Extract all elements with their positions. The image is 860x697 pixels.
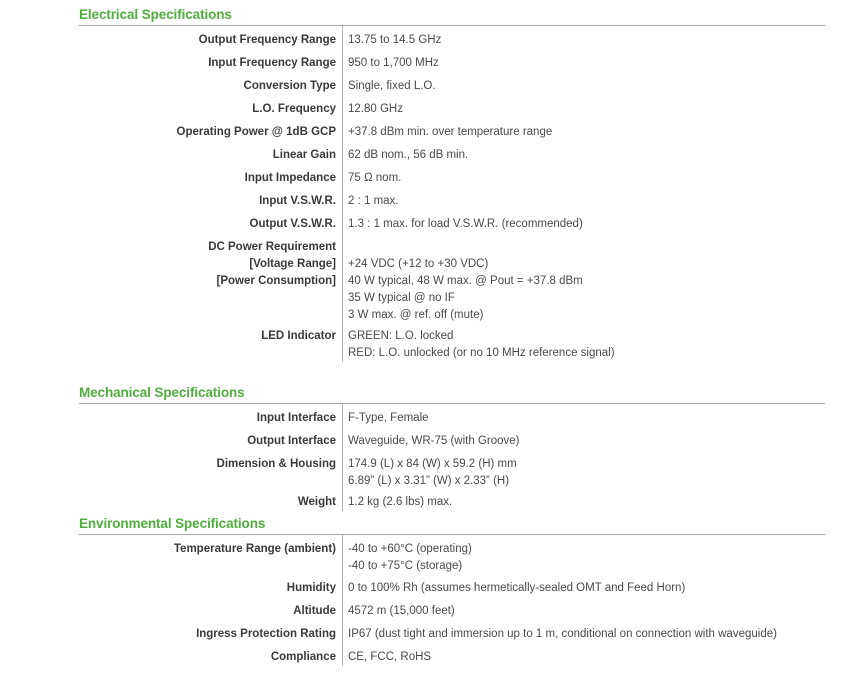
- spec-label-line: Weight: [297, 496, 336, 508]
- spec-label: [79, 55, 342, 72]
- spec-value: [342, 494, 825, 511]
- spec-value-line: IP67 (dust tight and immersion up to 1 m, conditional on connection with waveguide): [348, 628, 777, 640]
- spec-value-line: +24 VDC (+12 to +30 VDC): [348, 258, 489, 270]
- spec-value: [342, 626, 825, 643]
- electrical-title: Electrical Specifications: [79, 7, 825, 26]
- spec-label-line: Input V.S.W.R.: [259, 195, 336, 207]
- spec-label-line: LED Indicator: [261, 330, 336, 342]
- spec-value-line: 75 Ω nom.: [348, 172, 402, 184]
- spec-value-line: 1.3 : 1 max. for load V.S.W.R. (recommended): [348, 218, 583, 230]
- spec-value-line: 6.89” (L) x 3.31” (W) x 2.33” (H): [348, 475, 510, 487]
- spec-row: [79, 541, 825, 575]
- spec-row: [79, 597, 825, 620]
- spec-row: [79, 95, 825, 118]
- spec-label: [79, 456, 342, 490]
- spec-row: [79, 450, 825, 490]
- spec-label-line: [Voltage Range]: [249, 258, 336, 270]
- spec-label-line: Input Interface: [256, 412, 336, 424]
- spec-label: [79, 124, 342, 141]
- spec-value-line: 12.80 GHz: [348, 103, 403, 115]
- spec-value-line: Single, fixed L.O.: [348, 80, 436, 92]
- spec-label-line: [Power Consumption]: [216, 275, 336, 287]
- spec-label-line: [79, 558, 336, 575]
- spec-value-line: 1.2 kg (2.6 lbs) max.: [348, 496, 453, 508]
- spec-value: [342, 55, 825, 72]
- spec-value-line: 174.9 (L) x 84 (W) x 59.2 (H) mm: [348, 458, 517, 470]
- spec-value: [342, 541, 825, 575]
- spec-value: [342, 433, 825, 450]
- spec-value-line: Waveguide, WR-75 (with Groove): [348, 435, 520, 447]
- spec-value: [342, 193, 825, 210]
- spec-label: [79, 328, 342, 362]
- spec-label-line: L.O. Frequency: [252, 103, 336, 115]
- spec-value: [342, 456, 825, 490]
- spec-value: [342, 216, 825, 233]
- spec-row: [79, 118, 825, 141]
- spec-label: [79, 626, 342, 643]
- spec-label: [79, 193, 342, 210]
- spec-label: [79, 216, 342, 233]
- spec-value-line: 35 W typical @ no IF: [348, 292, 455, 304]
- spec-label: [79, 580, 342, 597]
- spec-value-line: 0 to 100% Rh (assumes hermetically-sealed OMT and Feed Horn): [348, 582, 686, 594]
- spec-label-line: Conversion Type: [243, 80, 336, 92]
- spec-label-line: DC Power Requirement: [208, 241, 336, 253]
- spec-label-line: Linear Gain: [272, 149, 336, 161]
- spec-label-line: Humidity: [286, 582, 336, 594]
- spec-label: [79, 410, 342, 427]
- spec-row: [79, 141, 825, 164]
- spec-value-line: 4572 m (15,000 feet): [348, 605, 455, 617]
- spec-label-line: Operating Power @ 1dB GCP: [176, 126, 336, 138]
- spec-value-line: -40 to +75°C (storage): [348, 560, 463, 572]
- electrical-section: [79, 7, 825, 362]
- spec-row: [79, 32, 825, 49]
- spec-value-line: RED: L.O. unlocked (or no 10 MHz reference signal): [348, 347, 615, 359]
- spec-row: [79, 164, 825, 187]
- spec-label-line: [79, 473, 336, 490]
- spec-row: [79, 620, 825, 643]
- spec-label: [79, 147, 342, 164]
- spec-label: [79, 170, 342, 187]
- spec-value-line: 3 W max. @ ref. off (mute): [348, 309, 484, 321]
- spec-label: [79, 433, 342, 450]
- spec-row: [79, 490, 825, 511]
- spec-label-line: Output Interface: [247, 435, 336, 447]
- spec-value-line: 13.75 to 14.5 GHz: [348, 34, 442, 46]
- spec-label-line: [79, 307, 336, 324]
- spec-label: [79, 101, 342, 118]
- environmental-rows: [79, 535, 825, 666]
- spec-row: [79, 410, 825, 427]
- spec-value: [342, 649, 825, 666]
- spec-label-line: Temperature Range (ambient): [173, 543, 336, 555]
- mechanical-rows: [79, 404, 825, 511]
- spec-label: [79, 494, 342, 511]
- spec-label-line: [79, 290, 336, 307]
- spec-label-line: Dimension & Housing: [216, 458, 336, 470]
- spec-row: [79, 575, 825, 597]
- spec-row: [79, 210, 825, 233]
- spec-value-line: F-Type, Female: [348, 412, 429, 424]
- spec-label: [79, 603, 342, 620]
- spec-value-line: [348, 239, 825, 256]
- spec-value: [342, 170, 825, 187]
- spec-label: [79, 541, 342, 575]
- spec-row: [79, 643, 825, 666]
- spec-value: [342, 124, 825, 141]
- spec-value-line: -40 to +60°C (operating): [348, 543, 472, 555]
- spec-value: [342, 580, 825, 597]
- spec-label: [79, 239, 342, 324]
- spec-row: [79, 427, 825, 450]
- spec-label: [79, 78, 342, 95]
- spec-row: [79, 72, 825, 95]
- spec-value: [342, 147, 825, 164]
- spec-label-line: Input Impedance: [244, 172, 336, 184]
- environmental-title: Environmental Specifications: [79, 516, 825, 535]
- column-divider: [342, 535, 343, 666]
- spec-value: [342, 32, 825, 49]
- spec-label-line: Output V.S.W.R.: [249, 218, 336, 230]
- spec-label-line: Compliance: [270, 651, 336, 663]
- spec-value: [342, 328, 825, 362]
- spec-label-line: [79, 345, 336, 362]
- electrical-rows: [79, 26, 825, 362]
- spec-value-line: 62 dB nom., 56 dB min.: [348, 149, 469, 161]
- spec-row: [79, 324, 825, 362]
- spec-row: [79, 233, 825, 324]
- spec-label-line: Input Frequency Range: [208, 57, 336, 69]
- spec-value: [342, 78, 825, 95]
- spec-value-line: +37.8 dBm min. over temperature range: [348, 126, 553, 138]
- spec-row: [79, 187, 825, 210]
- spec-value-line: 950 to 1,700 MHz: [348, 57, 439, 69]
- spec-value-line: GREEN: L.O. locked: [348, 330, 454, 342]
- spec-value-line: 40 W typical, 48 W max. @ Pout = +37.8 dBm: [348, 275, 583, 287]
- environmental-section: [79, 516, 825, 666]
- mechanical-section: [79, 385, 825, 511]
- column-divider: [342, 26, 343, 362]
- spec-value-line: CE, FCC, RoHS: [348, 651, 432, 663]
- mechanical-title: Mechanical Specifications: [79, 385, 825, 404]
- spec-value: [342, 239, 825, 324]
- spec-row: [79, 49, 825, 72]
- spec-value-line: 2 : 1 max.: [348, 195, 399, 207]
- spec-label-line: Ingress Protection Rating: [196, 628, 336, 640]
- spec-value: [342, 410, 825, 427]
- column-divider: [342, 404, 343, 511]
- spec-label-line: Altitude: [293, 605, 336, 617]
- spec-label-line: Output Frequency Range: [198, 34, 336, 46]
- spec-value: [342, 101, 825, 118]
- spec-value: [342, 603, 825, 620]
- spec-label: [79, 32, 342, 49]
- spec-label: [79, 649, 342, 666]
